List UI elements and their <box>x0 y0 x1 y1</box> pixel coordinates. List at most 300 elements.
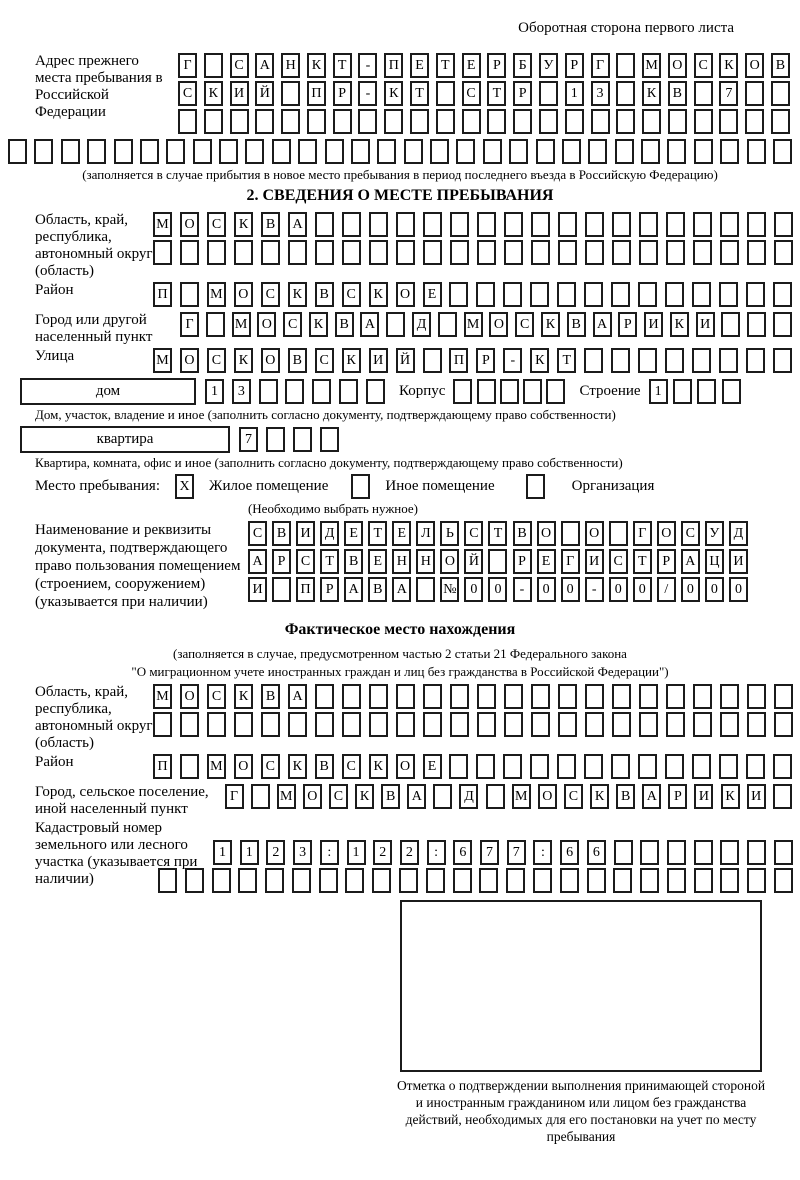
char-cell[interactable]: П <box>384 53 403 78</box>
char-cell[interactable]: - <box>358 53 377 78</box>
char-cell[interactable] <box>666 212 685 237</box>
char-cell[interactable]: У <box>705 521 724 546</box>
char-cell[interactable] <box>693 712 712 737</box>
char-cell[interactable] <box>8 139 27 164</box>
char-cell[interactable] <box>369 240 388 265</box>
char-cell[interactable]: С <box>564 784 583 809</box>
apartment-type-box[interactable]: квартира <box>20 426 230 453</box>
char-cell[interactable]: Т <box>368 521 387 546</box>
char-cell[interactable]: К <box>369 754 388 779</box>
char-cell[interactable]: К <box>234 348 253 373</box>
char-cell[interactable]: М <box>464 312 483 337</box>
char-cell[interactable]: А <box>407 784 426 809</box>
char-cell[interactable] <box>584 348 603 373</box>
char-cell[interactable]: Р <box>657 549 676 574</box>
char-cell[interactable]: Е <box>537 549 556 574</box>
char-cell[interactable]: : <box>427 840 446 865</box>
char-cell[interactable] <box>609 521 628 546</box>
char-cell[interactable] <box>539 81 558 106</box>
house-type-box[interactable]: дом <box>20 378 196 405</box>
char-cell[interactable]: В <box>513 521 532 546</box>
char-cell[interactable] <box>423 712 442 737</box>
char-cell[interactable]: Е <box>410 53 429 78</box>
char-cell[interactable] <box>436 81 455 106</box>
char-cell[interactable]: 2 <box>373 840 392 865</box>
char-cell[interactable] <box>207 240 226 265</box>
char-cell[interactable]: 0 <box>464 577 483 602</box>
char-cell[interactable]: О <box>261 348 280 373</box>
char-cell[interactable]: Т <box>436 53 455 78</box>
char-cell[interactable] <box>611 754 630 779</box>
char-cell[interactable] <box>774 240 793 265</box>
char-cell[interactable] <box>694 868 713 893</box>
char-cell[interactable]: Ь <box>440 521 459 546</box>
char-cell[interactable] <box>666 684 685 709</box>
char-cell[interactable]: О <box>180 212 199 237</box>
char-cell[interactable]: 0 <box>561 577 580 602</box>
char-cell[interactable] <box>307 109 326 134</box>
char-cell[interactable] <box>562 139 581 164</box>
char-cell[interactable]: Т <box>488 521 507 546</box>
char-cell[interactable]: С <box>342 282 361 307</box>
char-cell[interactable]: 7 <box>239 427 258 452</box>
char-cell[interactable] <box>560 868 579 893</box>
char-cell[interactable] <box>462 109 481 134</box>
char-cell[interactable]: Н <box>392 549 411 574</box>
char-cell[interactable]: 0 <box>609 577 628 602</box>
char-cell[interactable] <box>774 840 793 865</box>
char-cell[interactable] <box>720 868 739 893</box>
char-cell[interactable]: Т <box>633 549 652 574</box>
char-cell[interactable] <box>396 684 415 709</box>
char-cell[interactable] <box>477 684 496 709</box>
char-cell[interactable]: И <box>694 784 713 809</box>
char-cell[interactable] <box>234 240 253 265</box>
char-cell[interactable]: С <box>283 312 302 337</box>
char-cell[interactable]: Е <box>462 53 481 78</box>
char-cell[interactable] <box>539 109 558 134</box>
char-cell[interactable] <box>396 712 415 737</box>
char-cell[interactable]: К <box>355 784 374 809</box>
char-cell[interactable]: А <box>642 784 661 809</box>
char-cell[interactable]: К <box>670 312 689 337</box>
char-cell[interactable]: 6 <box>453 840 472 865</box>
char-cell[interactable]: Т <box>487 81 506 106</box>
char-cell[interactable]: 0 <box>681 577 700 602</box>
char-cell[interactable]: 6 <box>587 840 606 865</box>
char-cell[interactable] <box>721 312 740 337</box>
char-cell[interactable] <box>585 212 604 237</box>
char-cell[interactable]: И <box>296 521 315 546</box>
char-cell[interactable] <box>178 109 197 134</box>
char-cell[interactable] <box>558 212 577 237</box>
char-cell[interactable] <box>638 282 657 307</box>
char-cell[interactable]: Е <box>423 754 442 779</box>
char-cell[interactable] <box>665 348 684 373</box>
char-cell[interactable]: Е <box>368 549 387 574</box>
char-cell[interactable]: В <box>315 282 334 307</box>
char-cell[interactable]: Д <box>459 784 478 809</box>
char-cell[interactable] <box>342 684 361 709</box>
char-cell[interactable]: 1 <box>347 840 366 865</box>
stamp-box[interactable] <box>400 900 762 1072</box>
char-cell[interactable] <box>487 109 506 134</box>
char-cell[interactable]: А <box>344 577 363 602</box>
char-cell[interactable]: К <box>642 81 661 106</box>
char-cell[interactable] <box>666 712 685 737</box>
char-cell[interactable]: А <box>255 53 274 78</box>
char-cell[interactable] <box>747 712 766 737</box>
char-cell[interactable]: Т <box>557 348 576 373</box>
char-cell[interactable] <box>747 684 766 709</box>
char-cell[interactable] <box>546 379 565 404</box>
char-cell[interactable] <box>616 53 635 78</box>
char-cell[interactable] <box>773 282 792 307</box>
char-cell[interactable] <box>694 109 713 134</box>
char-cell[interactable] <box>720 240 739 265</box>
char-cell[interactable]: / <box>657 577 676 602</box>
char-cell[interactable] <box>611 348 630 373</box>
char-cell[interactable]: 2 <box>266 840 285 865</box>
char-cell[interactable] <box>342 212 361 237</box>
char-cell[interactable] <box>34 139 53 164</box>
char-cell[interactable] <box>503 282 522 307</box>
char-cell[interactable]: О <box>234 754 253 779</box>
char-cell[interactable] <box>747 240 766 265</box>
char-cell[interactable]: О <box>180 684 199 709</box>
char-cell[interactable] <box>153 712 172 737</box>
char-cell[interactable]: К <box>541 312 560 337</box>
char-cell[interactable]: О <box>234 282 253 307</box>
char-cell[interactable] <box>433 784 452 809</box>
char-cell[interactable] <box>536 139 555 164</box>
char-cell[interactable] <box>114 139 133 164</box>
char-cell[interactable] <box>773 312 792 337</box>
char-cell[interactable]: К <box>309 312 328 337</box>
char-cell[interactable] <box>288 240 307 265</box>
char-cell[interactable] <box>587 868 606 893</box>
char-cell[interactable]: 1 <box>240 840 259 865</box>
char-cell[interactable] <box>720 139 739 164</box>
char-cell[interactable] <box>771 81 790 106</box>
char-cell[interactable] <box>693 240 712 265</box>
char-cell[interactable] <box>558 240 577 265</box>
char-cell[interactable]: И <box>248 577 267 602</box>
char-cell[interactable]: О <box>745 53 764 78</box>
char-cell[interactable] <box>320 427 339 452</box>
char-cell[interactable]: К <box>288 282 307 307</box>
char-cell[interactable] <box>333 109 352 134</box>
char-cell[interactable] <box>377 139 396 164</box>
char-cell[interactable] <box>509 139 528 164</box>
char-cell[interactable] <box>694 840 713 865</box>
char-cell[interactable]: Д <box>412 312 431 337</box>
char-cell[interactable]: В <box>381 784 400 809</box>
char-cell[interactable] <box>612 240 631 265</box>
char-cell[interactable]: Р <box>513 81 532 106</box>
char-cell[interactable]: № <box>440 577 459 602</box>
char-cell[interactable] <box>251 784 270 809</box>
char-cell[interactable] <box>719 282 738 307</box>
char-cell[interactable] <box>692 348 711 373</box>
char-cell[interactable]: К <box>204 81 223 106</box>
char-cell[interactable] <box>693 212 712 237</box>
char-cell[interactable]: Г <box>561 549 580 574</box>
char-cell[interactable] <box>612 684 631 709</box>
char-cell[interactable]: Б <box>513 53 532 78</box>
char-cell[interactable]: - <box>358 81 377 106</box>
char-cell[interactable]: Т <box>410 81 429 106</box>
char-cell[interactable]: : <box>533 840 552 865</box>
char-cell[interactable] <box>456 139 475 164</box>
char-cell[interactable] <box>747 212 766 237</box>
char-cell[interactable]: С <box>694 53 713 78</box>
char-cell[interactable] <box>588 139 607 164</box>
char-cell[interactable]: С <box>248 521 267 546</box>
char-cell[interactable] <box>345 868 364 893</box>
char-cell[interactable]: В <box>344 549 363 574</box>
char-cell[interactable]: А <box>593 312 612 337</box>
char-cell[interactable]: С <box>207 684 226 709</box>
char-cell[interactable]: А <box>288 684 307 709</box>
char-cell[interactable] <box>261 240 280 265</box>
char-cell[interactable] <box>285 379 304 404</box>
char-cell[interactable]: И <box>585 549 604 574</box>
char-cell[interactable] <box>612 712 631 737</box>
char-cell[interactable] <box>339 379 358 404</box>
char-cell[interactable] <box>450 712 469 737</box>
char-cell[interactable] <box>639 212 658 237</box>
char-cell[interactable]: С <box>342 754 361 779</box>
char-cell[interactable] <box>438 312 457 337</box>
char-cell[interactable] <box>565 109 584 134</box>
char-cell[interactable]: П <box>153 754 172 779</box>
char-cell[interactable]: Р <box>668 784 687 809</box>
char-cell[interactable] <box>153 240 172 265</box>
char-cell[interactable] <box>369 684 388 709</box>
char-cell[interactable]: Ц <box>705 549 724 574</box>
char-cell[interactable]: С <box>609 549 628 574</box>
char-cell[interactable]: В <box>261 684 280 709</box>
char-cell[interactable] <box>449 282 468 307</box>
char-cell[interactable] <box>423 212 442 237</box>
char-cell[interactable] <box>639 712 658 737</box>
char-cell[interactable] <box>315 240 334 265</box>
char-cell[interactable]: М <box>232 312 251 337</box>
char-cell[interactable]: К <box>234 212 253 237</box>
char-cell[interactable]: И <box>696 312 715 337</box>
char-cell[interactable] <box>557 754 576 779</box>
char-cell[interactable] <box>351 139 370 164</box>
char-cell[interactable] <box>557 282 576 307</box>
char-cell[interactable] <box>292 868 311 893</box>
char-cell[interactable] <box>584 282 603 307</box>
char-cell[interactable] <box>531 212 550 237</box>
char-cell[interactable]: 0 <box>729 577 748 602</box>
char-cell[interactable] <box>423 240 442 265</box>
char-cell[interactable]: Т <box>333 53 352 78</box>
char-cell[interactable]: В <box>668 81 687 106</box>
char-cell[interactable] <box>404 139 423 164</box>
char-cell[interactable] <box>384 109 403 134</box>
char-cell[interactable] <box>476 754 495 779</box>
char-cell[interactable] <box>638 754 657 779</box>
char-cell[interactable] <box>561 521 580 546</box>
char-cell[interactable]: Е <box>344 521 363 546</box>
char-cell[interactable] <box>477 379 496 404</box>
char-cell[interactable]: В <box>272 521 291 546</box>
char-cell[interactable] <box>640 840 659 865</box>
char-cell[interactable]: С <box>329 784 348 809</box>
char-cell[interactable] <box>616 81 635 106</box>
char-cell[interactable] <box>747 139 766 164</box>
char-cell[interactable]: И <box>230 81 249 106</box>
char-cell[interactable] <box>746 754 765 779</box>
char-cell[interactable]: О <box>538 784 557 809</box>
char-cell[interactable] <box>719 754 738 779</box>
char-cell[interactable]: П <box>307 81 326 106</box>
char-cell[interactable] <box>450 240 469 265</box>
char-cell[interactable]: 1 <box>565 81 584 106</box>
char-cell[interactable] <box>504 212 523 237</box>
char-cell[interactable] <box>206 312 225 337</box>
char-cell[interactable]: 0 <box>633 577 652 602</box>
char-cell[interactable] <box>358 109 377 134</box>
char-cell[interactable] <box>613 868 632 893</box>
char-cell[interactable]: 2 <box>400 840 419 865</box>
char-cell[interactable] <box>315 212 334 237</box>
char-cell[interactable]: Р <box>513 549 532 574</box>
char-cell[interactable]: 6 <box>560 840 579 865</box>
char-cell[interactable]: С <box>462 81 481 106</box>
char-cell[interactable]: К <box>307 53 326 78</box>
char-cell[interactable]: Р <box>320 577 339 602</box>
char-cell[interactable] <box>245 139 264 164</box>
char-cell[interactable] <box>692 754 711 779</box>
char-cell[interactable] <box>773 754 792 779</box>
char-cell[interactable]: Р <box>565 53 584 78</box>
char-cell[interactable] <box>584 754 603 779</box>
char-cell[interactable] <box>503 754 522 779</box>
char-cell[interactable]: М <box>153 212 172 237</box>
char-cell[interactable]: В <box>261 212 280 237</box>
char-cell[interactable]: 3 <box>232 379 251 404</box>
char-cell[interactable] <box>585 684 604 709</box>
char-cell[interactable] <box>719 109 738 134</box>
char-cell[interactable] <box>638 348 657 373</box>
char-cell[interactable] <box>665 754 684 779</box>
char-cell[interactable]: О <box>657 521 676 546</box>
char-cell[interactable]: - <box>503 348 522 373</box>
char-cell[interactable] <box>479 868 498 893</box>
char-cell[interactable] <box>423 348 442 373</box>
char-cell[interactable]: Е <box>392 521 411 546</box>
char-cell[interactable]: Г <box>633 521 652 546</box>
char-cell[interactable]: - <box>513 577 532 602</box>
char-cell[interactable]: Д <box>320 521 339 546</box>
char-cell[interactable] <box>773 139 792 164</box>
char-cell[interactable]: О <box>668 53 687 78</box>
char-cell[interactable]: А <box>360 312 379 337</box>
char-cell[interactable] <box>87 139 106 164</box>
char-cell[interactable] <box>312 379 331 404</box>
char-cell[interactable] <box>185 868 204 893</box>
char-cell[interactable]: Л <box>416 521 435 546</box>
char-cell[interactable] <box>207 712 226 737</box>
char-cell[interactable] <box>219 139 238 164</box>
char-cell[interactable]: Н <box>281 53 300 78</box>
char-cell[interactable] <box>745 109 764 134</box>
char-cell[interactable] <box>288 712 307 737</box>
char-cell[interactable] <box>694 139 713 164</box>
char-cell[interactable] <box>526 474 545 499</box>
char-cell[interactable]: И <box>747 784 766 809</box>
char-cell[interactable] <box>747 312 766 337</box>
char-cell[interactable] <box>722 379 741 404</box>
char-cell[interactable]: - <box>585 577 604 602</box>
char-cell[interactable] <box>180 240 199 265</box>
char-cell[interactable]: 7 <box>507 840 526 865</box>
char-cell[interactable] <box>180 282 199 307</box>
char-cell[interactable]: К <box>530 348 549 373</box>
char-cell[interactable]: Р <box>333 81 352 106</box>
char-cell[interactable] <box>342 712 361 737</box>
char-cell[interactable]: М <box>642 53 661 78</box>
char-cell[interactable]: И <box>369 348 388 373</box>
char-cell[interactable]: Т <box>320 549 339 574</box>
char-cell[interactable]: Р <box>487 53 506 78</box>
char-cell[interactable] <box>315 712 334 737</box>
char-cell[interactable] <box>642 109 661 134</box>
char-cell[interactable] <box>513 109 532 134</box>
char-cell[interactable] <box>530 282 549 307</box>
char-cell[interactable]: О <box>440 549 459 574</box>
char-cell[interactable]: Г <box>180 312 199 337</box>
char-cell[interactable] <box>477 712 496 737</box>
char-cell[interactable] <box>558 684 577 709</box>
char-cell[interactable]: Г <box>225 784 244 809</box>
char-cell[interactable] <box>342 240 361 265</box>
char-cell[interactable] <box>255 109 274 134</box>
char-cell[interactable]: Е <box>423 282 442 307</box>
char-cell[interactable] <box>504 684 523 709</box>
char-cell[interactable]: О <box>537 521 556 546</box>
char-cell[interactable]: И <box>644 312 663 337</box>
char-cell[interactable]: Й <box>396 348 415 373</box>
char-cell[interactable] <box>449 754 468 779</box>
char-cell[interactable] <box>504 240 523 265</box>
char-cell[interactable]: Д <box>729 521 748 546</box>
char-cell[interactable] <box>531 684 550 709</box>
char-cell[interactable] <box>166 139 185 164</box>
char-cell[interactable] <box>612 212 631 237</box>
char-cell[interactable]: 1 <box>213 840 232 865</box>
char-cell[interactable] <box>319 868 338 893</box>
char-cell[interactable]: 0 <box>537 577 556 602</box>
char-cell[interactable] <box>261 712 280 737</box>
char-cell[interactable] <box>450 684 469 709</box>
char-cell[interactable] <box>667 868 686 893</box>
char-cell[interactable] <box>61 139 80 164</box>
char-cell[interactable]: А <box>248 549 267 574</box>
char-cell[interactable]: П <box>153 282 172 307</box>
char-cell[interactable] <box>720 212 739 237</box>
char-cell[interactable]: 1 <box>649 379 668 404</box>
char-cell[interactable] <box>533 868 552 893</box>
char-cell[interactable] <box>774 212 793 237</box>
char-cell[interactable]: С <box>464 521 483 546</box>
char-cell[interactable]: К <box>590 784 609 809</box>
